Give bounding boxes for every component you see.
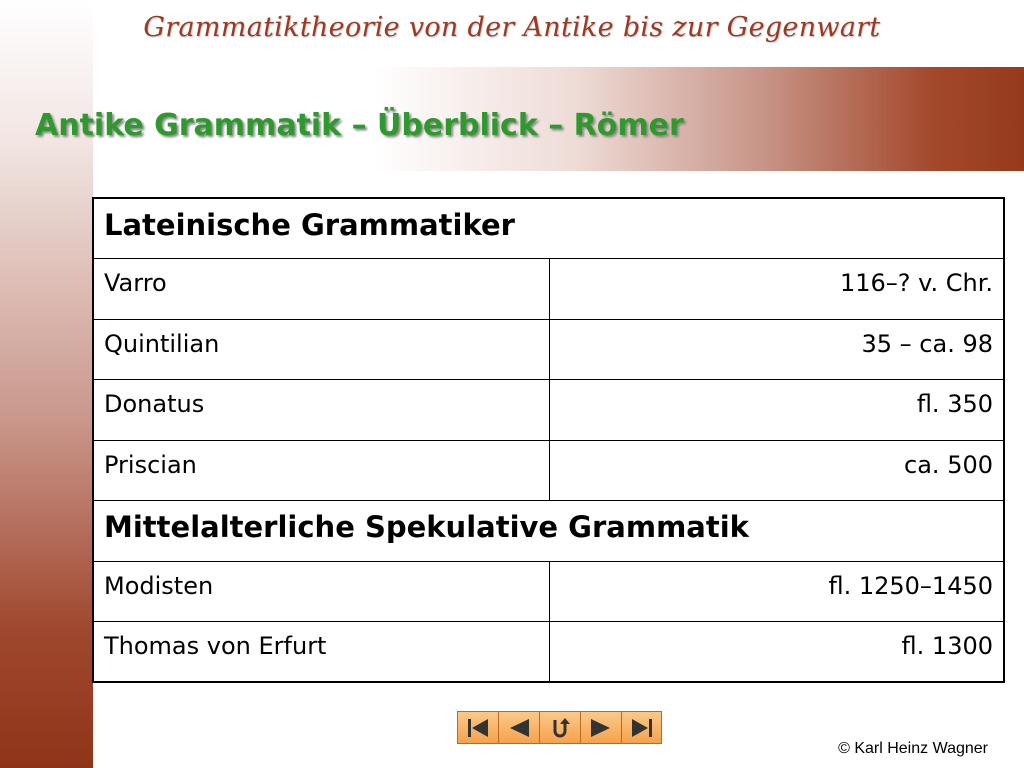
grammarian-date: 116–? v. Chr.: [549, 259, 1004, 320]
grammarian-date: 35 – ca. 98: [549, 319, 1004, 380]
previous-slide-button[interactable]: [498, 711, 539, 744]
table-row: [93, 440, 1004, 501]
grammarian-date: fl. 350: [549, 380, 1004, 441]
grammarian-name: Modisten: [93, 561, 549, 622]
table-row: [93, 259, 1004, 320]
grammarian-name: Varro: [93, 259, 549, 320]
presentation-header: Grammatiktheorie von der Antike bis zur Gegenwart: [143, 12, 881, 43]
grammarian-date: ca. 500: [549, 440, 1004, 501]
table-row: [93, 622, 1004, 683]
last-slide-button[interactable]: [621, 711, 662, 744]
grammarian-name: Priscian: [93, 440, 549, 501]
next-slide-icon: [588, 716, 614, 740]
grammarians-table: [92, 197, 1005, 683]
return-button[interactable]: [539, 711, 580, 744]
table-row: [93, 319, 1004, 380]
table-row: [93, 561, 1004, 622]
grammarian-date: fl. 1250–1450: [549, 561, 1004, 622]
grammarian-name: Donatus: [93, 380, 549, 441]
table-section-row: [93, 501, 1004, 562]
first-slide-button[interactable]: [457, 711, 498, 744]
copyright-notice: © Karl Heinz Wagner: [838, 740, 988, 757]
previous-slide-icon: [506, 716, 532, 740]
section-heading: Mittelalterliche Spekulative Grammatik: [93, 501, 1004, 562]
section-heading: Lateinische Grammatiker: [93, 198, 1004, 259]
next-slide-button[interactable]: [580, 711, 621, 744]
grammarian-name: Quintilian: [93, 319, 549, 380]
slide-navigation: [457, 711, 662, 744]
grammarian-name: Thomas von Erfurt: [93, 622, 549, 683]
last-slide-icon: [629, 716, 655, 740]
return-icon: [547, 716, 573, 740]
first-slide-icon: [465, 716, 491, 740]
table-section-row: [93, 198, 1004, 259]
table-row: [93, 380, 1004, 441]
slide-title: Antike Grammatik – Überblick – Römer: [35, 108, 684, 143]
grammarian-date: fl. 1300: [549, 622, 1004, 683]
